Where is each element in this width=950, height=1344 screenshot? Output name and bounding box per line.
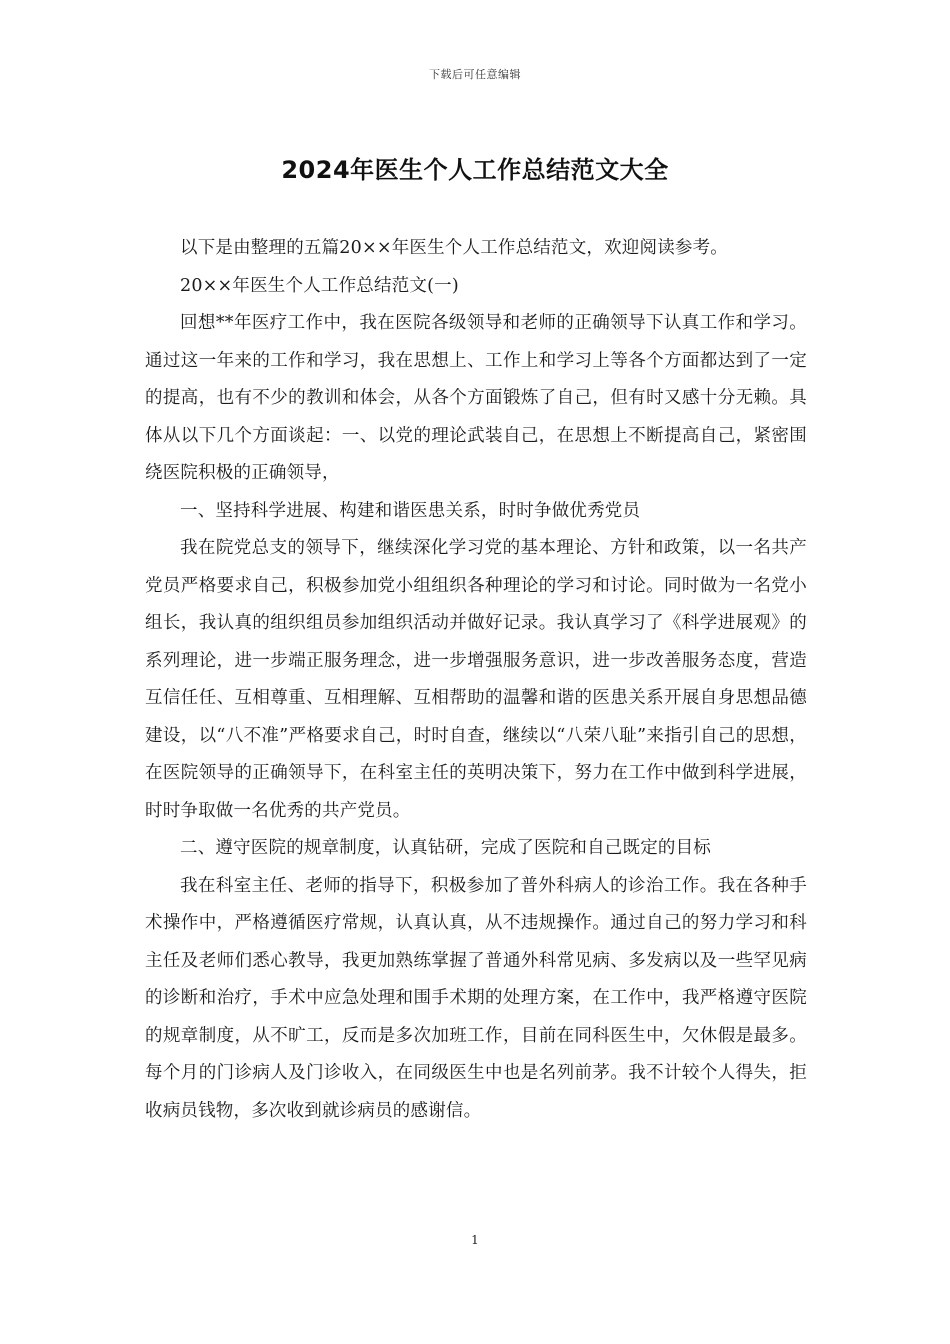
page-number: 1 xyxy=(471,1233,479,1247)
body-paragraph: 我在科室主任、老师的指导下，积极参加了普外科病人的诊治工作。我在各种手术操作中，严格遵循医疗常规，认真认真，从不违规操作。通过自己的努力学习和科主任及老师们悉心教导，我更加熟练掌握了普通外科常见病、多发病以及一些罕见病的诊断和治疗，手术中应急处理和围手术期的处理方案，在工作中，我严格遵守医院的规章制度，从不旷工，反而是多次加班工作，目前在同科医生中，欠休假是最多。每个月的门诊病人及门诊收入，在同级医生中也是名列前茅。我不计较个人得失，拒收病员钱物，多次收到就诊病员的感谢信。 xyxy=(145,875,807,1121)
document-body xyxy=(145,230,807,1130)
document-title: 2024年医生个人工作总结范文大全 xyxy=(281,156,669,184)
header-note: 下载后可任意编辑 xyxy=(429,68,521,81)
section-heading: 20××年医生个人工作总结范文(一) xyxy=(180,275,459,296)
body-paragraph: 回想**年医疗工作中，我在医院各级领导和老师的正确领导下认真工作和学习。通过这一年来的工作和学习，我在思想上、工作上和学习上等各个方面都达到了一定的提高，也有不少的教训和体会，从各个方面锻炼了自己，但有时又感十分无赖。具体从以下几个方面谈起：一、以党的理论武装自己，在思想上不断提高自己，紧密围绕医院积极的正确领导， xyxy=(145,313,807,483)
subsection-heading: 二、遵守医院的规章制度，认真钻研，完成了医院和自己既定的目标 xyxy=(180,838,711,858)
intro-paragraph: 以下是由整理的五篇20××年医生个人工作总结范文，欢迎阅读参考。 xyxy=(180,238,728,258)
subsection-heading: 一、坚持科学进展、构建和谐医患关系，时时争做优秀党员 xyxy=(180,500,641,521)
body-paragraph: 我在院党总支的领导下，继续深化学习党的基本理论、方针和政策，以一名共产党员严格要求自己，积极参加党小组组织各种理论的学习和讨论。同时做为一名党小组长，我认真的组织组员参加组织活动并做好记录。我认真学习了《科学进展观》的系列理论，进一步端正服务理念，进一步增强服务意识，进一步改善服务态度，营造互信任任、互相尊重、互相理解、互相帮助的温馨和谐的医患关系开展自身思想品德建设，以“八不准”严格要求自己，时时自查，继续以“八荣八耻”来指引自己的思想，在医院领导的正确领导下，在科室主任的英明决策下，努力在工作中做到科学进展，时时争取做一名优秀的共产党员。 xyxy=(145,538,807,821)
